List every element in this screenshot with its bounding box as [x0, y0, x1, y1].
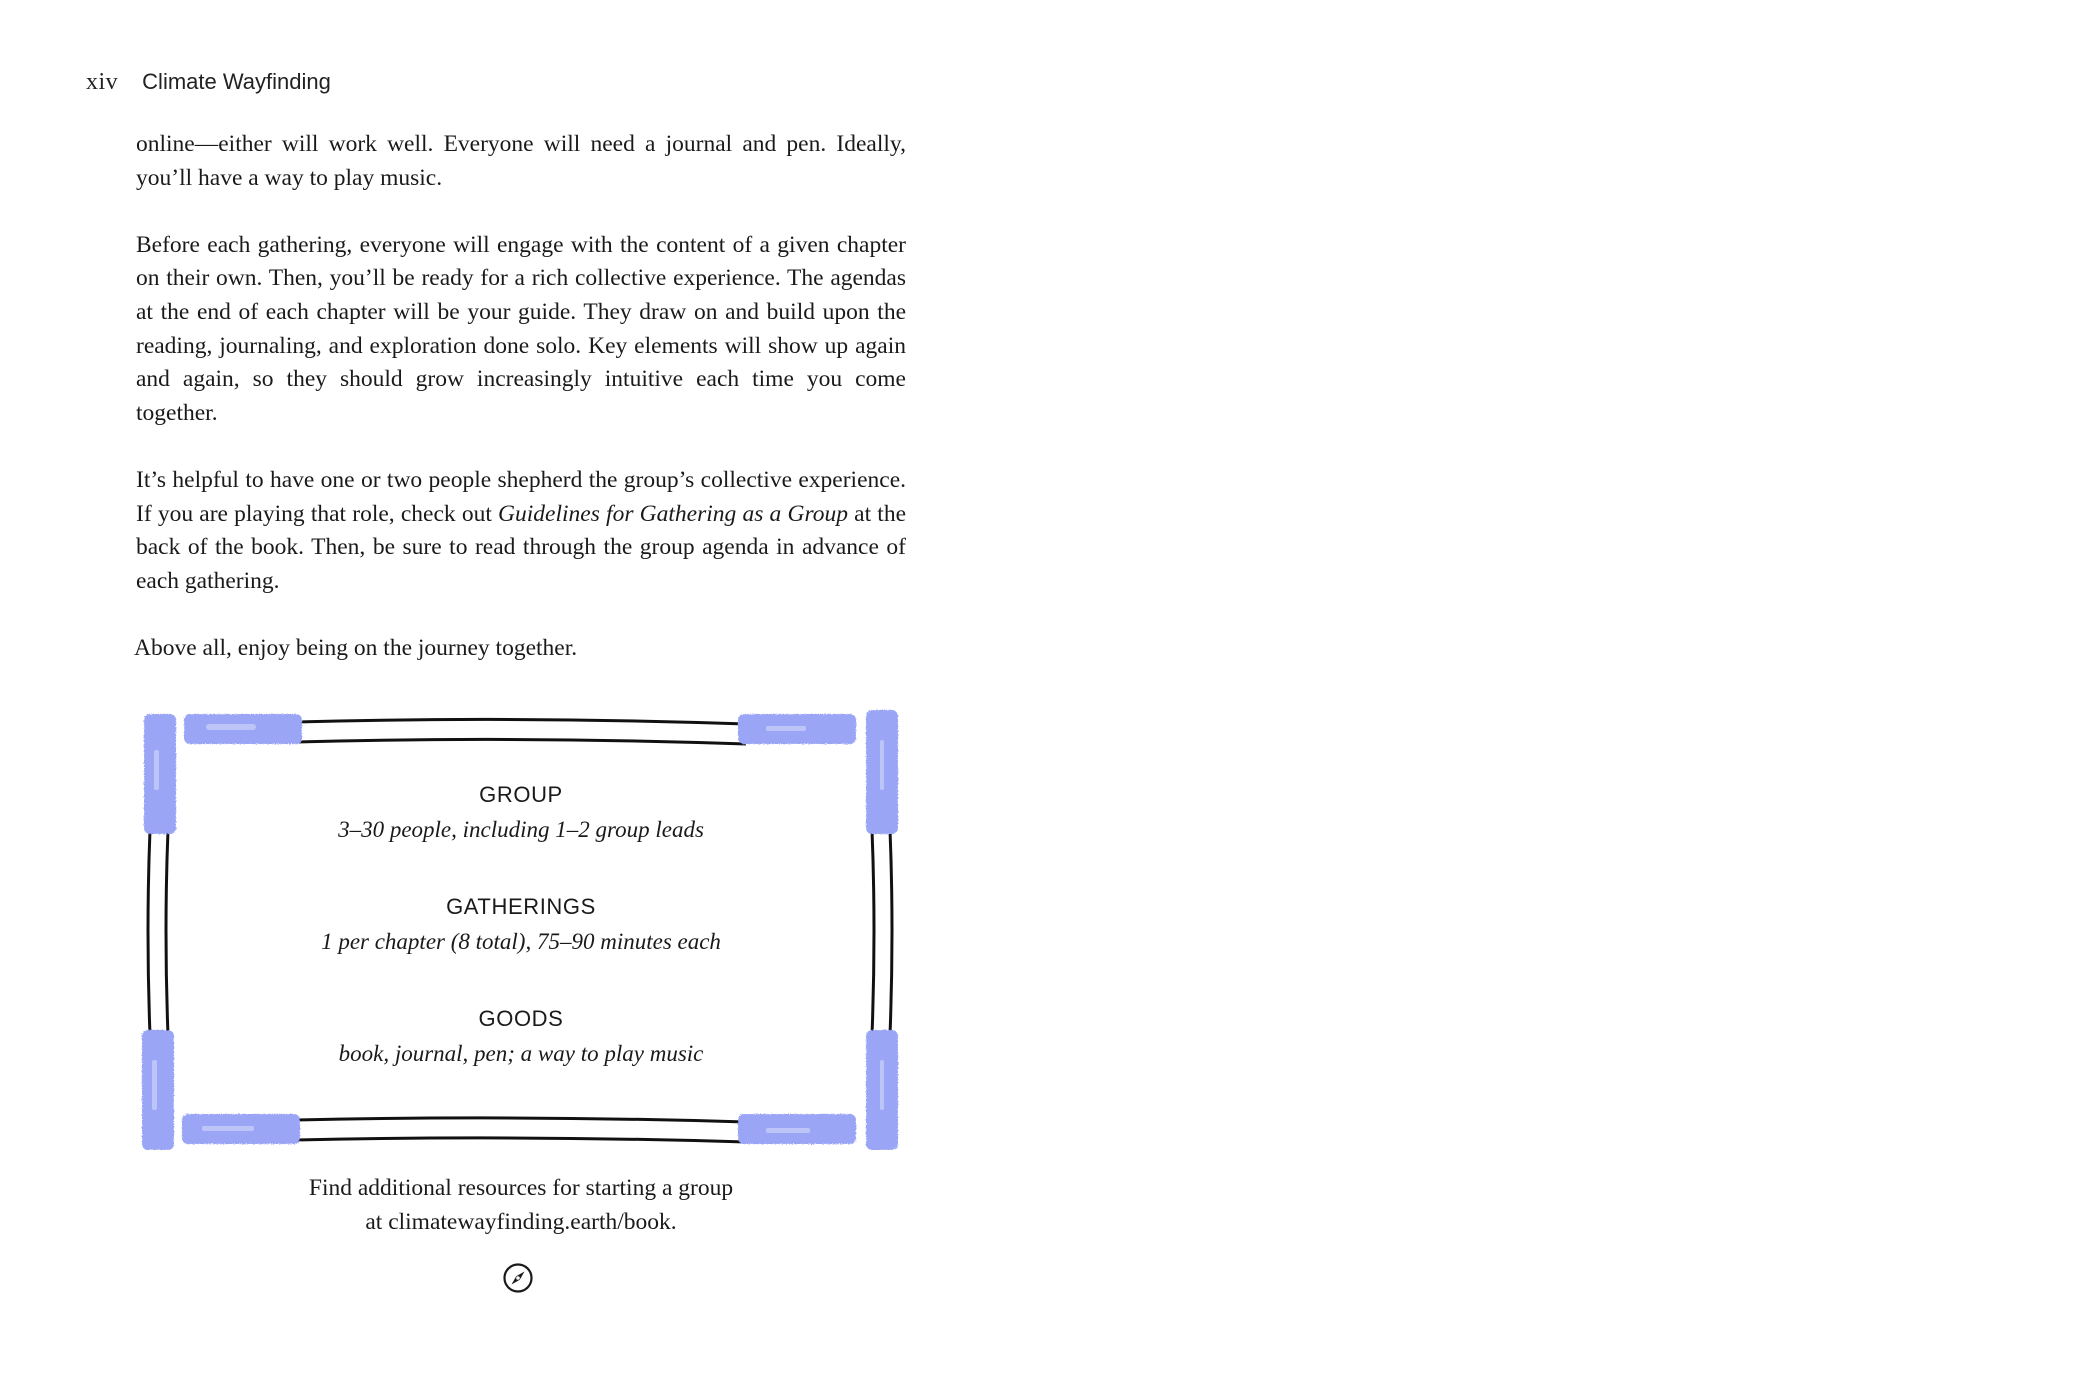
- page-number: xiv: [86, 68, 119, 95]
- group-detail: 3–30 people, including 1–2 group leads: [338, 817, 704, 842]
- group-info-box: [136, 700, 906, 1150]
- resources-line-2: at climatewayfinding.earth/book.: [365, 1208, 677, 1235]
- gatherings-section: [136, 892, 906, 958]
- running-head-title: Climate Wayfinding: [142, 69, 331, 94]
- guidelines-title-reference: Guidelines for Gathering as a Group: [498, 500, 848, 527]
- body-text: [136, 128, 906, 699]
- goods-section: [136, 1004, 906, 1070]
- gatherings-heading: GATHERINGS: [446, 894, 596, 919]
- gatherings-detail: 1 per chapter (8 total), 75–90 minutes each: [321, 929, 721, 954]
- goods-heading: GOODS: [478, 1006, 564, 1031]
- group-heading: GROUP: [479, 782, 563, 807]
- resources-note: [136, 1172, 906, 1239]
- paragraph-before-gathering: Before each gathering, everyone will engage with the content of a given chapter on their own. Then, you’ll be ready for a rich collective experience. The agendas at the end of each chapter will be your guide. They draw on and build upon the reading, journaling, and exploration done solo. Key elements will show up again and again, so they should grow increasingly intuitive each time you come together.: [136, 231, 906, 426]
- goods-detail: book, journal, pen; a way to play music: [338, 1041, 704, 1066]
- paragraph-group-leads-text-b: at the back of the book. Then, be sure to read through the group agenda in advance of each gathering.: [136, 500, 907, 594]
- paragraph-group-leads-text-a: It’s helpful to have one or two people shepherd the group’s collective experience. If you are playing that role, check out: [136, 466, 906, 527]
- compass-icon: [502, 1262, 534, 1294]
- resources-line-1: Find additional resources for starting a group: [308, 1175, 734, 1201]
- paragraph-closing: Above all, enjoy being on the journey together.: [134, 634, 578, 661]
- group-info-content: [136, 700, 906, 1150]
- group-section: [136, 780, 906, 846]
- paragraph-continuation: online—either will work well. Everyone will need a journal and pen. Ideally, you’ll have a way to play music.: [136, 131, 906, 191]
- running-head: [86, 64, 331, 100]
- paragraph-group-leads: [136, 464, 906, 598]
